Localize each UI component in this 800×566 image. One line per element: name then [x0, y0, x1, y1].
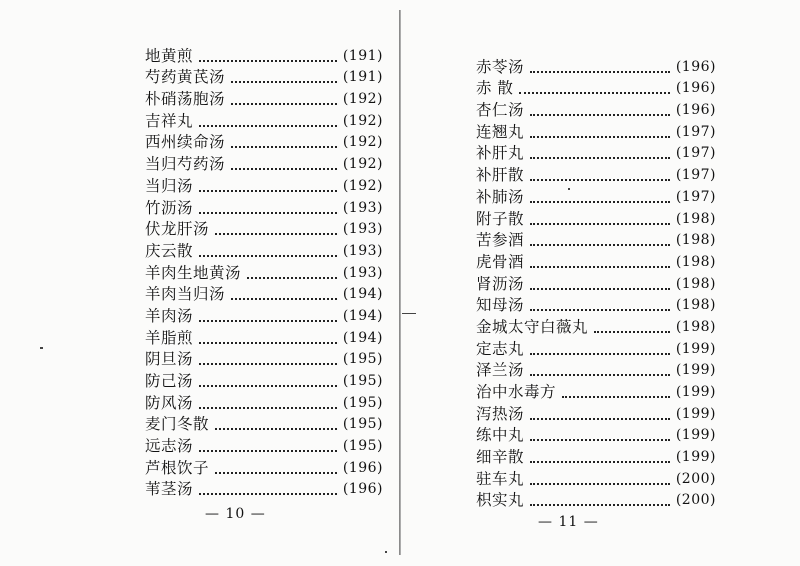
dot-leader: [215, 472, 337, 474]
toc-entry: [145, 110, 383, 132]
entry-title: 阴旦汤: [145, 350, 194, 369]
entry-title: 防己汤: [145, 372, 194, 390]
dot-leader: [215, 428, 337, 430]
toc-entry: [145, 262, 383, 284]
toc-entry: [476, 251, 716, 273]
toc-entry: [476, 273, 716, 295]
entry-title: 芍药黄芪汤: [145, 68, 226, 87]
dot-leader: [530, 418, 670, 420]
entry-title: 羊肉生地黄汤: [145, 263, 242, 282]
entry-title: 连翘丸: [476, 122, 525, 141]
entry-page-number: (198): [675, 275, 716, 292]
toc-entry: [476, 316, 716, 338]
dot-leader: [199, 450, 337, 452]
toc-entry: [476, 338, 716, 360]
toc-entry: [145, 132, 383, 154]
entry-page-number: (197): [675, 123, 716, 140]
entry-title: 驻车丸: [476, 469, 525, 488]
entry-title: 枳实丸: [476, 491, 525, 510]
toc-entry: [476, 230, 716, 252]
entry-title: 补肝散: [476, 166, 525, 185]
dot-leader: [231, 103, 337, 105]
toc-entry: [476, 208, 716, 230]
dot-leader: [199, 190, 337, 192]
entry-title: 虎骨酒: [476, 252, 525, 271]
entry-page-number: (196): [675, 58, 716, 75]
entry-title: 赤苓汤: [476, 57, 525, 76]
toc-entry: [145, 175, 383, 197]
entry-title: 附子散: [476, 209, 525, 228]
dot-leader: [530, 288, 670, 290]
dot-leader: [199, 342, 337, 344]
entry-page-number: (198): [675, 210, 716, 227]
toc-entry: [476, 56, 716, 78]
entry-page-number: (196): [342, 459, 383, 476]
toc-entry: [476, 360, 716, 382]
scan-speck: [402, 313, 416, 314]
entry-title: 羊肉当归汤: [145, 285, 226, 304]
entry-title: 细辛散: [476, 448, 525, 467]
toc-list-right: [476, 56, 716, 511]
entry-page-number: (192): [342, 112, 383, 129]
entry-page-number: (199): [675, 384, 716, 400]
dot-leader: [530, 244, 670, 246]
entry-title: 肾沥汤: [476, 274, 525, 293]
dot-leader: [199, 212, 337, 214]
entry-page-number: (196): [675, 102, 716, 119]
entry-page-number: (193): [342, 221, 383, 238]
entry-title: 补肺汤: [476, 187, 525, 206]
scan-speck: [385, 551, 387, 553]
entry-title: 羊脂煎: [145, 328, 194, 347]
dot-leader: [199, 493, 337, 495]
entry-title: 泻热汤: [476, 404, 525, 423]
toc-entry: [145, 219, 383, 241]
dot-leader: [199, 255, 337, 257]
entry-title: 远志汤: [145, 437, 194, 456]
entry-title: 知母汤: [476, 296, 525, 315]
entry-page-number: (192): [342, 177, 383, 194]
entry-page-number: (199): [675, 405, 716, 422]
toc-entry: [145, 67, 383, 89]
entry-page-number: (198): [675, 253, 716, 270]
toc-entry: [476, 425, 716, 447]
dot-leader: [247, 277, 337, 279]
scan-speck: [568, 188, 570, 190]
dot-leader: [530, 136, 670, 138]
entry-page-number: (196): [342, 481, 383, 498]
entry-title: 竹沥汤: [145, 198, 194, 217]
toc-entry: [476, 78, 716, 100]
entry-title: 当归汤: [145, 176, 194, 195]
toc-entry: [476, 295, 716, 317]
dot-leader: [530, 309, 670, 311]
entry-page-number: (199): [675, 340, 716, 357]
toc-entry: [145, 240, 383, 262]
toc-list-left: [145, 45, 383, 500]
toc-entry: [476, 403, 716, 425]
dot-leader: [530, 201, 670, 203]
dot-leader: [530, 439, 670, 441]
dot-leader: [530, 266, 670, 268]
entry-page-number: (197): [675, 145, 716, 162]
toc-entry: [145, 479, 383, 501]
dot-leader: [530, 223, 670, 225]
entry-page-number: (192): [342, 134, 383, 151]
dot-leader: [530, 483, 670, 485]
dot-leader: [199, 385, 337, 387]
entry-title: 朴硝荡胞汤: [145, 90, 226, 109]
entry-page-number: (191): [342, 69, 383, 86]
entry-page-number: (194): [342, 286, 383, 303]
entry-title: 伏龙肝汤: [145, 220, 210, 239]
toc-entry: [476, 446, 716, 468]
dot-leader: [562, 396, 670, 398]
entry-title: 苇茎汤: [145, 480, 194, 499]
entry-page-number: (193): [342, 199, 383, 216]
entry-page-number: (193): [342, 264, 383, 281]
entry-page-number: (195): [342, 373, 383, 389]
entry-title: 芦根饮子: [145, 458, 210, 477]
dot-leader: [199, 320, 337, 322]
toc-entry: [145, 435, 383, 457]
entry-title: 地黄煎: [145, 46, 194, 65]
entry-page-number: (200): [675, 470, 716, 487]
entry-page-number: (195): [342, 438, 383, 455]
entry-page-number: (194): [342, 329, 383, 346]
entry-page-number: (199): [675, 362, 716, 379]
toc-entry: [145, 370, 383, 392]
toc-entry: [145, 457, 383, 479]
entry-title: 吉祥丸: [145, 111, 194, 130]
entry-page-number: (199): [675, 449, 716, 466]
entry-title: 羊肉汤: [145, 306, 194, 325]
dot-leader: [530, 353, 670, 355]
right-page: [400, 0, 800, 566]
dot-leader: [530, 71, 670, 73]
page-number-right: — 11 —: [538, 514, 599, 530]
toc-entry: [145, 45, 383, 67]
entry-title: 赤 散: [476, 79, 514, 98]
toc-entry: [476, 143, 716, 165]
toc-entry: [145, 88, 383, 110]
dot-leader: [231, 298, 337, 300]
entry-title: 杏仁汤: [476, 101, 525, 120]
entry-title: 补肝丸: [476, 144, 525, 163]
toc-entry: [476, 381, 716, 403]
dot-leader: [199, 60, 337, 62]
dot-leader: [530, 179, 670, 181]
dot-leader: [199, 125, 337, 127]
toc-entry: [145, 153, 383, 175]
dot-leader: [530, 157, 670, 159]
entry-page-number: (198): [675, 232, 716, 249]
toc-entry: [476, 468, 716, 490]
scan-speck: [40, 347, 43, 349]
entry-page-number: (199): [675, 427, 716, 444]
entry-page-number: (191): [342, 47, 383, 64]
toc-entry: [476, 186, 716, 208]
dot-leader: [215, 233, 337, 235]
toc-entry: [476, 121, 716, 143]
entry-page-number: (200): [675, 492, 716, 509]
toc-entry: [145, 349, 383, 371]
dot-leader: [231, 168, 337, 170]
entry-page-number: (197): [675, 188, 716, 205]
dot-leader: [199, 363, 337, 365]
toc-entry: [145, 197, 383, 219]
entry-page-number: (198): [675, 297, 716, 314]
entry-page-number: (195): [342, 351, 383, 368]
page-number-left: — 10 —: [205, 506, 266, 522]
entry-title: 庆云散: [145, 241, 194, 260]
toc-entry: [476, 99, 716, 121]
entry-title: 当归芍药汤: [145, 155, 226, 174]
entry-title: 苦参酒: [476, 231, 525, 250]
dot-leader: [530, 114, 670, 116]
toc-entry: [476, 490, 716, 512]
dot-leader: [594, 331, 670, 333]
entry-title: 防风汤: [145, 393, 194, 412]
entry-page-number: (196): [675, 80, 716, 97]
toc-entry: [476, 164, 716, 186]
entry-page-number: (194): [342, 307, 383, 324]
toc-entry: [145, 284, 383, 306]
entry-page-number: (195): [342, 416, 383, 433]
entry-title: 麦门冬散: [145, 415, 210, 434]
entry-page-number: (195): [342, 394, 383, 411]
dot-leader: [231, 146, 337, 148]
entry-title: 泽兰汤: [476, 361, 525, 380]
entry-title: 西州续命汤: [145, 133, 226, 152]
entry-page-number: (192): [342, 156, 383, 173]
entry-page-number: (198): [675, 318, 716, 335]
dot-leader: [530, 374, 670, 376]
toc-entry: [145, 414, 383, 436]
dot-leader: [519, 92, 669, 94]
toc-entry: [145, 327, 383, 349]
entry-page-number: (197): [675, 167, 716, 184]
dot-leader: [231, 81, 337, 83]
entry-title: 治中水毒方: [476, 383, 557, 401]
entry-title: 金城太守白薇丸: [476, 317, 589, 336]
entry-title: 定志丸: [476, 339, 525, 358]
toc-entry: [145, 392, 383, 414]
toc-entry: [145, 305, 383, 327]
dot-leader: [199, 407, 337, 409]
entry-page-number: (193): [342, 242, 383, 259]
dot-leader: [530, 504, 670, 506]
entry-title: 练中丸: [476, 426, 525, 445]
dot-leader: [530, 461, 670, 463]
entry-page-number: (192): [342, 91, 383, 108]
